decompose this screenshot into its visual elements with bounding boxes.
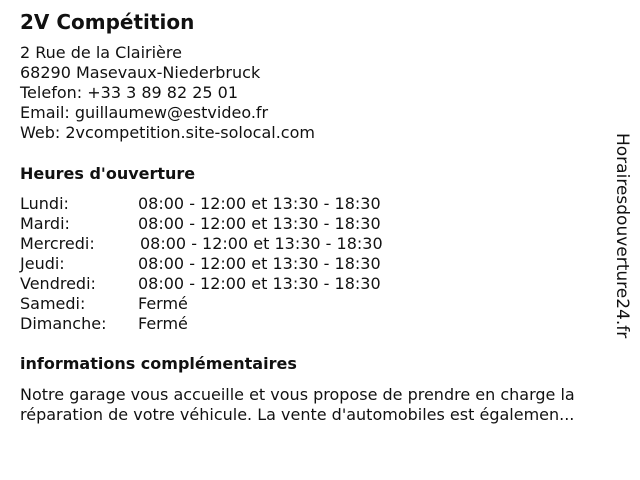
- description: [20, 385, 622, 425]
- day-label: Mercredi:: [20, 234, 95, 253]
- day-label: Samedi:: [20, 294, 86, 313]
- day-label: Lundi:: [20, 194, 69, 213]
- info-title: informations complémentaires: [20, 354, 297, 373]
- description-line: réparation de votre véhicule. La vente d'automobiles est égalemen...: [20, 405, 575, 424]
- day-label: Mardi:: [20, 214, 70, 233]
- web-line: Web: 2vcompetition.site-solocal.com: [20, 123, 315, 142]
- day-label: Vendredi:: [20, 274, 96, 293]
- day-label: Dimanche:: [20, 314, 107, 333]
- hours-title: Heures d'ouverture: [20, 164, 196, 183]
- time-range: 08:00 - 12:00 et 13:30 - 18:30: [138, 254, 381, 273]
- hours-table: [20, 194, 383, 334]
- time-range: 08:00 - 12:00 et 13:30 - 18:30: [138, 214, 381, 233]
- street-address: 2 Rue de la Clairière: [20, 43, 182, 62]
- hours-row-saturday: [20, 294, 383, 314]
- day-label: Jeudi:: [20, 254, 65, 273]
- hours-row-thursday: [20, 254, 383, 274]
- hours-row-sunday: [20, 314, 383, 334]
- time-range: Fermé: [138, 294, 188, 313]
- time-range: 08:00 - 12:00 et 13:30 - 18:30: [138, 274, 381, 293]
- phone-line: Telefon: +33 3 89 82 25 01: [20, 83, 239, 102]
- time-range: 08:00 - 12:00 et 13:30 - 18:30: [138, 194, 381, 213]
- hours-row-wednesday: [20, 234, 383, 254]
- hours-row-monday: [20, 194, 383, 214]
- city-address: 68290 Masevaux-Niederbruck: [20, 63, 261, 82]
- site-watermark: Horairesdouverture24.fr: [612, 133, 632, 339]
- email-line: Email: guillaumew@estvideo.fr: [20, 103, 269, 122]
- time-range: 08:00 - 12:00 et 13:30 - 18:30: [140, 234, 383, 253]
- hours-row-friday: [20, 274, 383, 294]
- time-range: Fermé: [138, 314, 188, 333]
- contact-block: [20, 43, 315, 143]
- hours-row-tuesday: [20, 214, 383, 234]
- description-line: Notre garage vous accueille et vous propose de prendre en charge la: [20, 385, 575, 404]
- business-name: 2V Compétition: [20, 10, 195, 34]
